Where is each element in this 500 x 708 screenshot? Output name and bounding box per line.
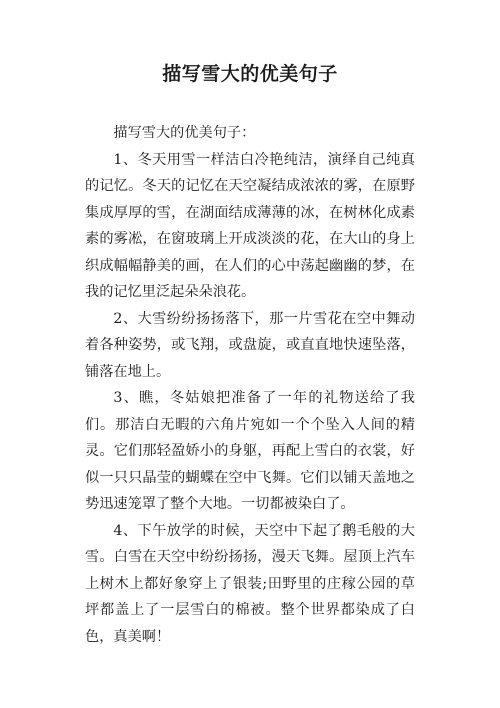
paragraph-2: 2、大雪纷纷扬扬落下，那一片雪花在空中舞动着各种姿势，或飞翔，或盘旋，或直直地快速坠落，铺落在地上。 bbox=[85, 310, 415, 380]
paragraph-1: 1、冬天用雪一样洁白冷艳纯洁，演绎自己纯真的记忆。冬天的记忆在天空凝结成浓浓的雾，在原野集成厚厚的雪，在湖面结成薄薄的冰，在树林化成素素的雾凇，在窗玻璃上开成淡淡的花，在大山的身上织成幅幅静美的画，在人们的心中荡起幽幽的梦，在我的记忆里泛起朵朵浪花。 bbox=[85, 151, 415, 300]
paragraph-3: 3、瞧，冬姑娘把准备了一年的礼物送给了我们。那洁白无暇的六角片宛如一个个坠入人间的精灵。它们那轻盈娇小的身躯，再配上雪白的衣裳，好似一只只晶莹的蝴蝶在空中飞舞。它们以铺天盖地之势迅速笼罩了整个大地。一切都被染白了。 bbox=[85, 390, 415, 512]
document-title: 描写雪大的优美句子 bbox=[162, 63, 338, 85]
paragraph-4: 4、下午放学的时候，天空中下起了鹅毛般的大雪。白雪在天空中纷纷扬扬，漫天飞舞。屋顶上汽车上树木上都好象穿上了银装;田野里的庄稼公园的草坪都盖上了一层雪白的棉被。整个世界都染成了白色，真美啊！ bbox=[85, 522, 415, 645]
document-body bbox=[85, 120, 415, 650]
intro-paragraph: 描写雪大的优美句子： bbox=[113, 125, 256, 141]
